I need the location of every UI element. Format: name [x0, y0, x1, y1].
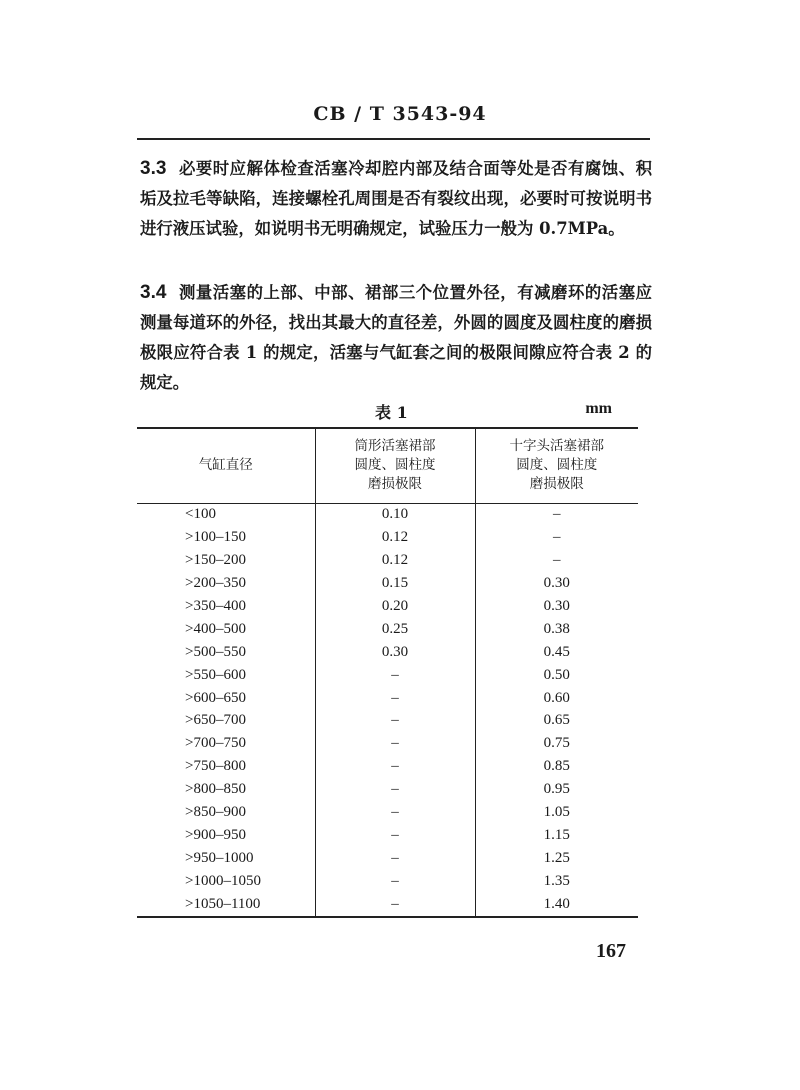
cell-crosshead-wear-limit: 0.65	[475, 710, 638, 733]
cell-trunk-wear-limit: 0.15	[315, 572, 475, 595]
page-number: 167	[596, 940, 626, 962]
table-title: 表 1	[375, 403, 408, 422]
cell-trunk-wear-limit: 0.20	[315, 595, 475, 618]
table-row	[137, 893, 638, 917]
table-row	[137, 572, 638, 595]
cell-crosshead-wear-limit: –	[475, 549, 638, 572]
cell-cylinder-diameter: >500–550	[185, 643, 246, 660]
cell-trunk-wear-limit: –	[315, 870, 475, 893]
cell-crosshead-wear-limit: 0.85	[475, 755, 638, 778]
cell-crosshead-wear-limit: 1.40	[475, 893, 638, 917]
cell-trunk-wear-limit: –	[315, 732, 475, 755]
cell-trunk-wear-limit: –	[315, 687, 475, 710]
cell-cylinder-diameter: >400–500	[185, 620, 246, 637]
table-row	[137, 732, 638, 755]
header-crosshead-piston: 十字头活塞裙部 圆度、圆柱度 磨损极限	[475, 428, 638, 503]
cell-cylinder-diameter: <100	[185, 506, 216, 523]
cell-cylinder-diameter: >800–850	[185, 781, 246, 798]
cell-crosshead-wear-limit: 0.60	[475, 687, 638, 710]
table-row	[137, 595, 638, 618]
cell-trunk-wear-limit: –	[315, 710, 475, 733]
table-row	[137, 778, 638, 801]
cell-trunk-wear-limit: –	[315, 778, 475, 801]
table-row	[137, 755, 638, 778]
cell-cylinder-diameter: >950–1000	[185, 849, 254, 866]
cell-cylinder-diameter: >650–700	[185, 712, 246, 729]
table-row	[137, 618, 638, 641]
table-row	[137, 503, 638, 526]
table-body	[137, 503, 638, 917]
cell-crosshead-wear-limit: 0.45	[475, 641, 638, 664]
table-caption	[140, 396, 652, 426]
table-row	[137, 824, 638, 847]
cell-crosshead-wear-limit: 1.05	[475, 801, 638, 824]
cell-crosshead-wear-limit: 0.95	[475, 778, 638, 801]
cell-cylinder-diameter: >150–200	[185, 552, 246, 569]
cell-trunk-wear-limit: –	[315, 801, 475, 824]
cell-cylinder-diameter: >750–800	[185, 758, 246, 775]
cell-trunk-wear-limit: –	[315, 755, 475, 778]
cell-cylinder-diameter: >100–150	[185, 529, 246, 546]
cell-crosshead-wear-limit: 1.25	[475, 847, 638, 870]
cell-cylinder-diameter: >600–650	[185, 689, 246, 706]
cell-trunk-wear-limit: 0.30	[315, 641, 475, 664]
table-row	[137, 664, 638, 687]
cell-cylinder-diameter: >1000–1050	[185, 872, 261, 889]
cell-trunk-wear-limit: 0.10	[315, 503, 475, 526]
cell-cylinder-diameter: >550–600	[185, 666, 246, 683]
cell-crosshead-wear-limit: 0.30	[475, 595, 638, 618]
table-row	[137, 641, 638, 664]
cell-trunk-wear-limit: –	[315, 664, 475, 687]
header-trunk-piston: 筒形活塞裙部 圆度、圆柱度 磨损极限	[315, 428, 475, 503]
cell-trunk-wear-limit: 0.12	[315, 526, 475, 549]
table-header-row	[137, 428, 638, 503]
wear-limit-table	[137, 427, 638, 918]
table-row	[137, 847, 638, 870]
cell-crosshead-wear-limit: –	[475, 526, 638, 549]
cell-crosshead-wear-limit: 0.75	[475, 732, 638, 755]
clause-3-4	[140, 278, 652, 398]
cell-cylinder-diameter: >900–950	[185, 826, 246, 843]
cell-cylinder-diameter: >200–350	[185, 575, 246, 592]
table-row	[137, 710, 638, 733]
cell-crosshead-wear-limit: –	[475, 503, 638, 526]
page-header-title: CB / T 3543-94	[313, 103, 487, 125]
clause-3-3	[140, 154, 652, 244]
cell-crosshead-wear-limit: 0.38	[475, 618, 638, 641]
table-row	[137, 526, 638, 549]
clause-text: 必要时应解体检查活塞冷却腔内部及结合面等处是否有腐蚀、积垢及拉毛等缺陷，连接螺栓孔周围是否有裂纹出现，必要时可按说明书进行液压试验，如说明书无明确规定，试验压力一般为 0.7MPa。	[140, 159, 652, 238]
cell-crosshead-wear-limit: 1.35	[475, 870, 638, 893]
cell-trunk-wear-limit: 0.25	[315, 618, 475, 641]
cell-crosshead-wear-limit: 0.30	[475, 572, 638, 595]
cell-cylinder-diameter: >850–900	[185, 804, 246, 821]
clause-number: 3.4	[140, 282, 167, 303]
cell-trunk-wear-limit: –	[315, 824, 475, 847]
cell-trunk-wear-limit: –	[315, 847, 475, 870]
header-rule	[137, 138, 650, 140]
cell-cylinder-diameter: >1050–1100	[137, 893, 315, 917]
header-cylinder-diameter: 气缸直径	[137, 428, 315, 503]
cell-trunk-wear-limit: –	[315, 893, 475, 917]
table-row	[137, 687, 638, 710]
table-unit: mm	[585, 400, 612, 417]
cell-crosshead-wear-limit: 0.50	[475, 664, 638, 687]
table-row	[137, 870, 638, 893]
table-row	[137, 801, 638, 824]
cell-crosshead-wear-limit: 1.15	[475, 824, 638, 847]
clause-text: 测量活塞的上部、中部、裙部三个位置外径，有减磨环的活塞应测量每道环的外径，找出其最大的直径差，外圆的圆度及圆柱度的磨损极限应符合表 1 的规定，活塞与气缸套之间的极限间隙应符合表 2 的规定。	[140, 283, 652, 392]
table-row	[137, 549, 638, 572]
cell-cylinder-diameter: >350–400	[185, 598, 246, 614]
cell-cylinder-diameter: >700–750	[185, 735, 246, 752]
cell-trunk-wear-limit: 0.12	[315, 549, 475, 572]
clause-number: 3.3	[140, 158, 167, 179]
